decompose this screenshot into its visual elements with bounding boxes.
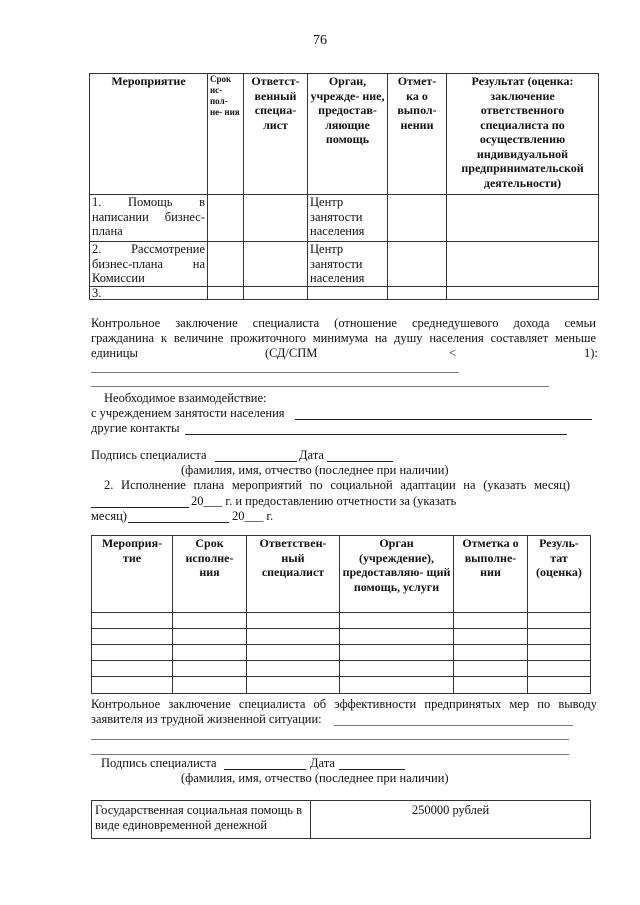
- control1-ratio-label: (СД/СПМ: [265, 346, 318, 360]
- organ-cell: Центр занятости населения: [308, 195, 388, 242]
- header-activity: Мероприятие: [90, 74, 208, 195]
- control1-line3-text: единицы: [91, 346, 138, 360]
- header-mark: Отметка о выполне- нии: [454, 536, 528, 613]
- section2-year: 20___ г.: [232, 509, 274, 523]
- control2-field[interactable]: [334, 725, 573, 726]
- control2-line2: заявителя из трудной жизненной ситуации:: [91, 712, 322, 726]
- activity-plan-table: [89, 73, 599, 300]
- signature1-field[interactable]: [215, 461, 297, 462]
- fill-line[interactable]: [91, 386, 549, 387]
- fill-line[interactable]: [91, 372, 459, 373]
- table-row: [92, 629, 591, 645]
- header-organ: Орган, учрежде- ние, предостав- ляющие помощь: [308, 74, 388, 195]
- organ-cell: Центр занятости населения: [308, 242, 388, 287]
- signature1-label: Подпись специалиста: [91, 448, 207, 462]
- header-mark: Отмет- ка о выпол- нении: [388, 74, 447, 195]
- date1-field[interactable]: [327, 461, 393, 462]
- header-responsible: Ответст- венный специа- лист: [244, 74, 308, 195]
- page-number: 76: [313, 33, 327, 48]
- month2-field[interactable]: [128, 522, 229, 523]
- assistance-amount: 250000 рублей: [311, 801, 591, 839]
- date2-field[interactable]: [339, 769, 405, 770]
- signature1-date-label: Дата: [299, 448, 324, 462]
- table-row: [90, 242, 599, 287]
- interaction-employment-label: с учреждением занятости населения: [91, 406, 285, 420]
- interaction-title: Необходимое взаимодействие:: [104, 391, 267, 405]
- section2-line2: 20___ г. и предоставлению отчетности за (указать: [191, 494, 457, 508]
- adaptation-plan-table: [91, 535, 591, 694]
- table-row: [90, 286, 599, 299]
- section2-line3-label: месяц): [91, 509, 127, 523]
- header-responsible: Ответствен- ный специалист: [247, 536, 340, 613]
- control1-value: 1):: [584, 346, 598, 360]
- fill-line[interactable]: [91, 754, 569, 755]
- header-organ: Орган (учреждение), предоставляю- щий помощь, услуги: [340, 536, 454, 613]
- control2-line1: Контрольное заключение специалиста об эффективности предпринятых мер по выводу: [91, 697, 597, 711]
- header-result: Резуль- тат (оценка): [528, 536, 591, 613]
- employment-field[interactable]: [295, 419, 592, 420]
- header-deadline: Срок исполне- ния: [173, 536, 247, 613]
- header-deadline: Срок ис- пол- не- ния: [208, 74, 244, 195]
- activity-cell: 2. Рассмотрение бизнес-плана на Комиссии: [90, 242, 208, 287]
- signature1-note: (фамилия, имя, отчество (последнее при наличии): [181, 463, 449, 477]
- control1-line1: Контрольное заключение специалиста (отношение среднедушевого дохода семьи: [91, 316, 596, 330]
- activity-cell: 1. Помощь в написании бизнес-плана: [90, 195, 208, 242]
- signature2-label: Подпись специалиста: [101, 756, 217, 770]
- activity-cell: 3.: [90, 286, 208, 299]
- header-result: Результат (оценка: заключение ответственного специалиста по осуществлению индивидуальной предпринимательской деятельности): [447, 74, 599, 195]
- social-assistance-table: [91, 800, 591, 839]
- table-row: [92, 613, 591, 629]
- fill-line[interactable]: [91, 739, 569, 740]
- header-activity: Мероприя- тие: [92, 536, 173, 613]
- table-row: [92, 661, 591, 677]
- other-contacts-field[interactable]: [185, 434, 567, 435]
- section2-line1: 2. Исполнение плана мероприятий по социальной адаптации на (указать месяц): [104, 478, 570, 492]
- interaction-other-label: другие контакты: [91, 421, 180, 435]
- control1-line2: гражданина к величине прожиточного минимума на душу населения составляет меньше: [91, 331, 596, 345]
- signature2-field[interactable]: [224, 769, 306, 770]
- month1-field[interactable]: [91, 507, 189, 508]
- table-row: [92, 677, 591, 694]
- table-row: [90, 195, 599, 242]
- signature2-note: (фамилия, имя, отчество (последнее при наличии): [181, 771, 449, 785]
- control1-less-sign: <: [449, 346, 457, 360]
- signature2-date-label: Дата: [310, 756, 335, 770]
- assistance-label: Государственная социальная помощь в виде единовременной денежной: [92, 801, 311, 839]
- table-row: [92, 645, 591, 661]
